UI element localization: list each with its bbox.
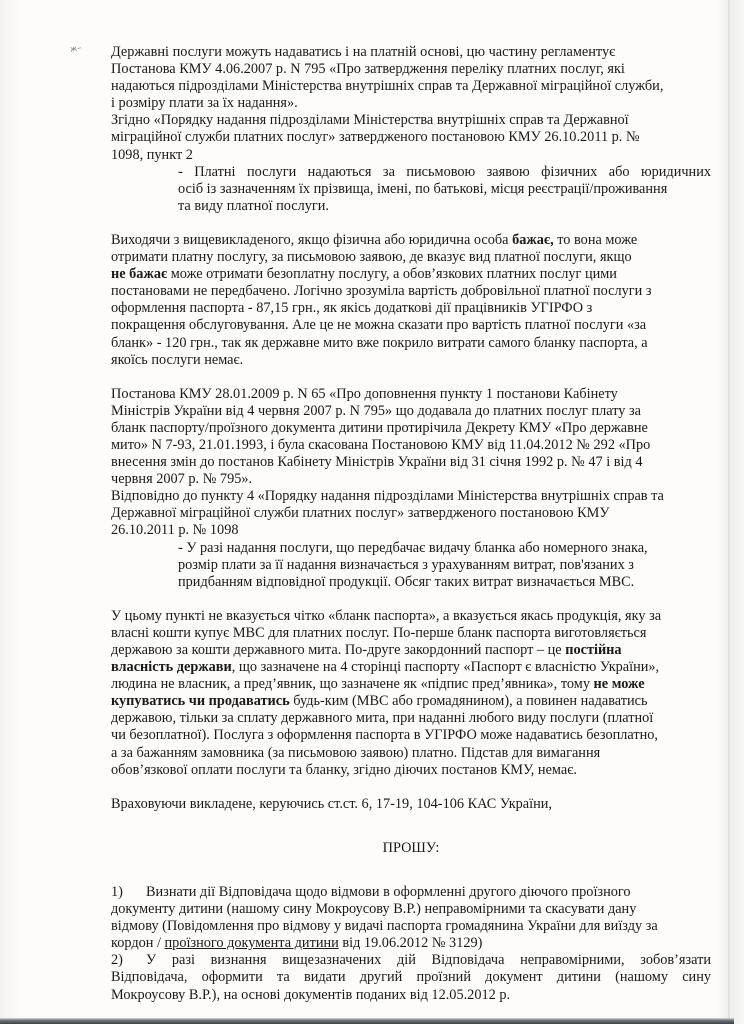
text-line [111, 935, 711, 952]
text-line [111, 676, 711, 693]
text-line: покращення обслуговування. Але це не можна сказати про вартість платної послуги «за [111, 317, 647, 334]
text-run: державою за кошти державного мита. По-друге закордонний паспорт – це [111, 642, 566, 658]
text-line: осіб із зазначенням їх прізвища, імені, по батькові, місця реєстрації/проживання [178, 180, 668, 197]
text-line: Постанова КМУ 28.01.2009 р. N 65 «Про доповнення пункту 1 постанови Кабінету [111, 385, 618, 402]
text-line: Постанова КМУ 4.06.2007 р. N 795 «Про затвердження переліку платних послуг, які [111, 61, 625, 78]
text-line: мито» N 7-93, 21.01.1993, і була скасована Постановою КМУ від 11.04.2012 № 292 «Про [111, 436, 651, 453]
text-line: придбанням відповідної продукції. Обсяг таких витрат визначається МВС. [178, 573, 635, 590]
text-line: Мокроусову В.Р.), на основі документів поданих від 12.05.2012 р. [111, 986, 511, 1003]
text-line: Згідно «Порядку надання підрозділами Міністерства внутрішніх справ та Державної [111, 112, 629, 129]
text-line: Міністрів України від 4 червня 2007 р. N 795» що додавала до платних послуг плату за [111, 402, 641, 419]
paragraph-conclusion [111, 232, 711, 369]
text-run: може отримати безоплатну послугу, а обов’язкових платних послуг цими [167, 266, 617, 283]
paragraph-passport-ownership [111, 608, 711, 779]
text-line: - Платні послуги надаються за письмовою заявою фізичних або юридичних [178, 163, 711, 180]
text-run: то вона може [553, 231, 638, 248]
text-line: бланк» - 120 грн., так як державне мито вже покрило витрати самого бланку паспорта, а [111, 334, 648, 351]
text-line [111, 884, 711, 901]
request-number: 2) [111, 952, 123, 969]
text-run: У разі визнання вищезазначених дій Відповідача неправомірними, зобов’язати [146, 952, 711, 969]
emphasis-text: постійна [565, 642, 622, 658]
text-line [111, 693, 711, 710]
text-line: Відповідно до пункту 4 «Порядку надання підрозділами Міністерства внутрішніх справ та [111, 488, 664, 505]
underlined-text: проїзного документа дитини [164, 935, 339, 952]
text-line: отримати платну послугу, за письмовою заявою, де вказує вид платної послуги, якщо [111, 249, 632, 266]
text-line: надаються підрозділами Міністерства внутрішніх справ та Державної міграційної служби, [111, 78, 664, 95]
text-line: Державні послуги можуть надаватись і на платній основі, цю частину регламентує [111, 44, 616, 60]
text-line [111, 659, 711, 676]
request-item-1 [111, 884, 711, 952]
emphasis-text: власність держави [111, 659, 232, 676]
text-line: У цьому пункті не вказується чітко «бланк паспорта», а вказується якась продукція, яку за [111, 607, 662, 624]
text-line: якоїсь послуги немає. [111, 351, 244, 368]
scan-mark: ж– [69, 43, 82, 54]
text-run: Виходячи з вищевикладеного, якщо фізична або юридична особа [111, 231, 513, 248]
text-line: оформлення паспорта - 87,15 грн., як якісь додаткові дії працівників УГІРФО з [111, 300, 593, 317]
text-line [111, 642, 711, 659]
paragraph-clause-4 [111, 488, 711, 539]
text-line [111, 232, 711, 249]
text-line: обов’язкової оплати послуги та бланку, згідно діючих постанов КМУ, немає. [111, 761, 577, 778]
text-line: 26.10.2011 р. № 1098 [111, 522, 239, 539]
paragraph-procedure [111, 112, 711, 163]
text-line: червня 2007 р. № 795». [111, 471, 253, 488]
emphasis-text: не може [593, 676, 645, 693]
text-line: документу дитини (нашому сину Мокроусову В.Р.) неправомірними та скасувати дану [111, 901, 637, 918]
emphasis-text: купуватись чи продаватись [111, 693, 290, 710]
text-line: міграційної служби платних послуг» затвердженого постановою КМУ 26.10.2011 р. № [111, 129, 640, 146]
text-line: постановами не передбачено. Логічно зрозуміла вартість добровільної платної послуги з [111, 283, 652, 300]
text-line: бланк паспорту/проїзного документа дитини протирічила Декрету КМУ «Про державне [111, 419, 648, 436]
text-line: Відповідача, оформити та видати другий проїзний документ дитини (нашому сину [111, 969, 711, 986]
request-number: 1) [111, 883, 123, 900]
text-line: Державної міграційної служби платних послуг» затвердженого постановою КМУ [111, 505, 610, 522]
request-heading: ПРОШУ: [382, 839, 440, 856]
paragraph-resolution-65 [111, 386, 711, 489]
text-line: а за бажанням замовника (за письмовою заявою) платно. Підстав для вимагання [111, 744, 601, 761]
text-line: внесення змін до постанов Кабінету Міністрів України від 31 січня 1992 р. № 47 і від 4 [111, 454, 643, 471]
text-line [111, 266, 711, 283]
text-line [111, 952, 711, 969]
text-line: власні кошти купує МВС для платних послуг. По-перше бланк паспорта виготовляється [111, 624, 647, 641]
quote-clause-4 [111, 540, 711, 591]
page-bottom-edge [0, 1018, 734, 1024]
page-right-edge [728, 0, 730, 1018]
text-line: державою, тільки за сплату державного мита, при наданні любого виду послуги (платної [111, 710, 654, 727]
text-line: розмір плати за її надання визначається з урахуванням витрат, пов'язаних з [178, 556, 634, 573]
text-run: кордон / [111, 935, 165, 952]
text-run: , що зазначене на 4 сторінці паспорту «Паспорт є власністю України», [231, 659, 660, 676]
document-body [111, 44, 711, 1004]
request-item-2 [111, 952, 711, 1003]
text-line: відмову (Повідомлення про відмову у видачі паспорта громадянина України для виїзду за [111, 918, 658, 935]
text-run: будь-ким (МВС або громадянином), а повинен надаватись [289, 693, 648, 710]
quote-clause-2 [111, 164, 711, 215]
text-run: Визнати дії Відповідача щодо відмови в оформленні другого діючого проїзного [146, 883, 631, 900]
text-line: і розміру плати за їх надання». [111, 95, 298, 112]
emphasis-text: не бажає [111, 266, 168, 283]
emphasis-text: бажає, [512, 231, 554, 248]
text-run: від 19.06.2012 № 3129) [338, 935, 483, 952]
text-line: - У разі надання послуги, що передбачає видачу бланка або номерного знака, [178, 539, 648, 556]
text-line: чи безоплатної). Послуга з оформлення паспорта в УГІРФО може надаватись безоплатно, [111, 727, 658, 744]
paragraph-legal-basis: Враховуючи викладене, керуючись ст.ст. 6, 17-19, 104-106 КАС України, [111, 795, 552, 812]
text-run: людина не власник, а пред’явник, що зазначене як «підпис пред’явника», тому [111, 676, 594, 693]
text-line: 1098, пункт 2 [111, 146, 193, 163]
paragraph-paid-services [111, 44, 711, 112]
text-line: та виду платної послуги. [178, 197, 329, 214]
